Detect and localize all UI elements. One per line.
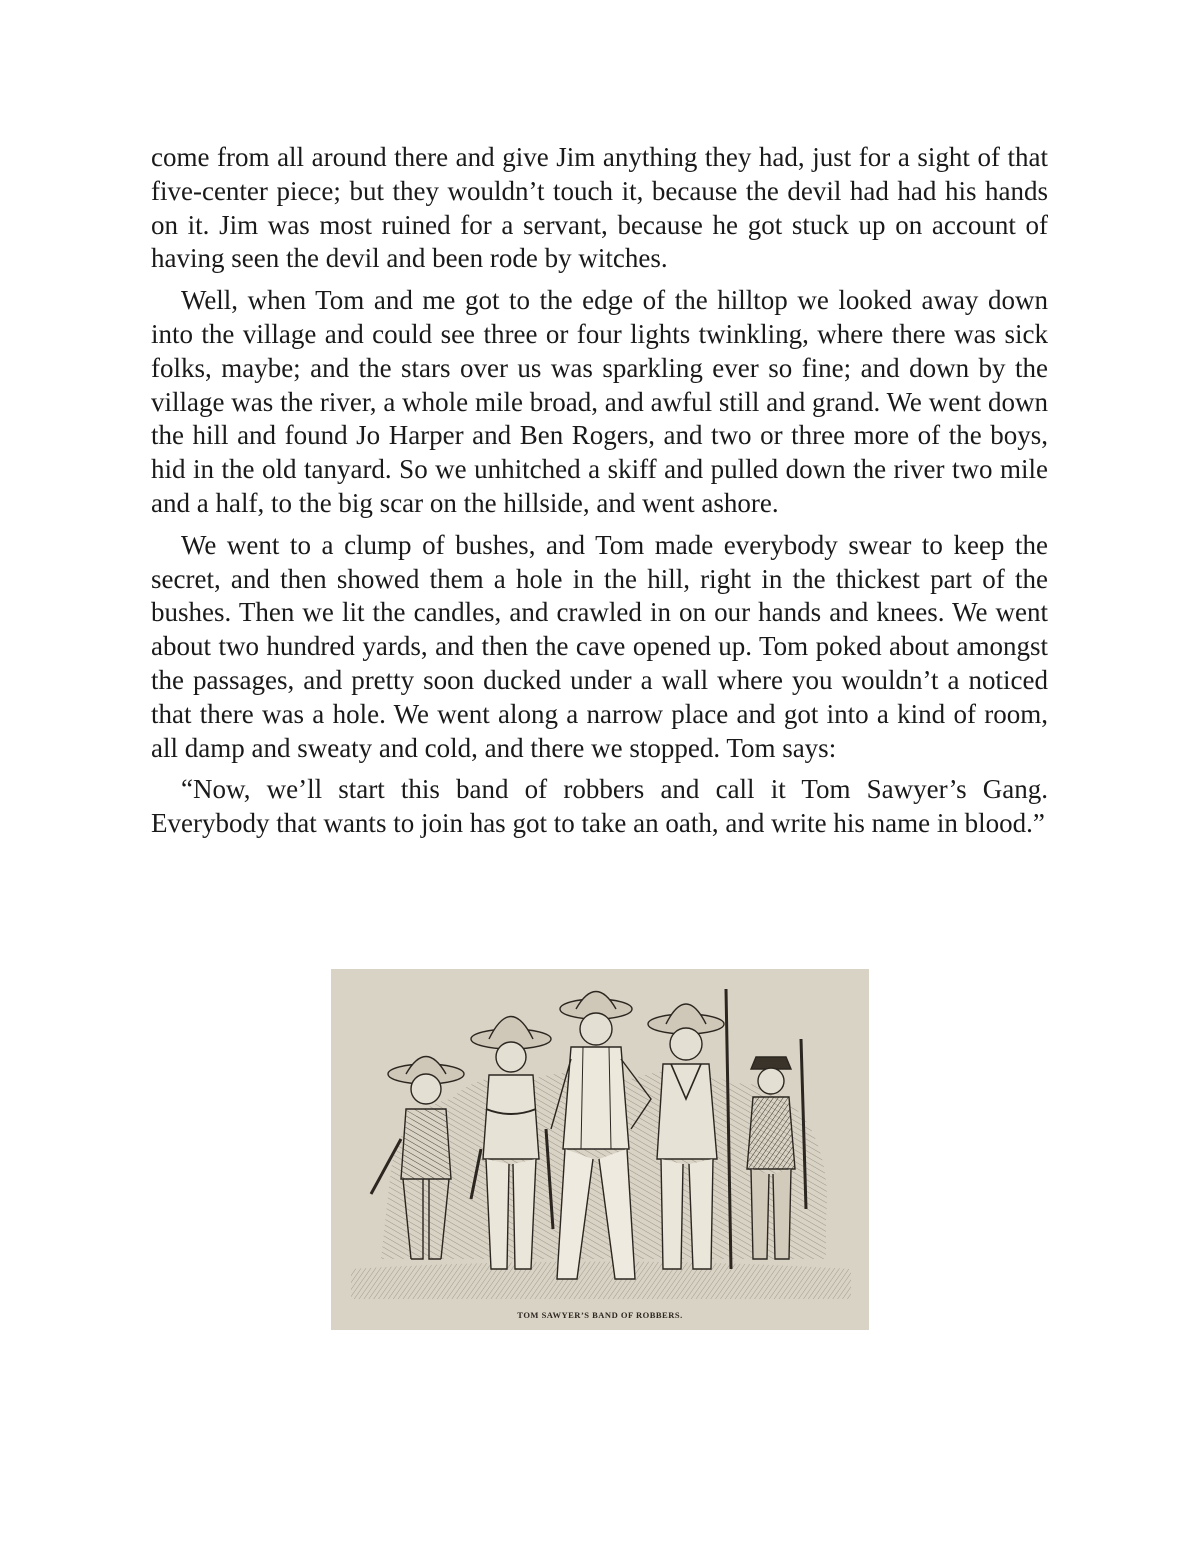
paragraph-3: We went to a clump of bushes, and Tom made everybody swear to keep the secret, and then showed them a hole in the hill, right in the thickest part of the bushes. Then we lit the candles, and crawled in on our hands and knees. We went about two hundred yards, and then the cave opened up. Tom poked about amongst the passages, and pretty soon ducked under a wall where you wouldn’t a noticed that there was a hole. We went along a narrow place and got into a kind of room, all damp and sweaty and cold, and there we stopped. Tom says: (151, 529, 1048, 763)
illustration (331, 969, 869, 1330)
page-text (151, 141, 1048, 849)
paragraph-2: Well, when Tom and me got to the edge of the hilltop we looked away down into the village and could see three or four lights twinkling, where there was sick folks, maybe; and the stars over us was sparkling ever so fine; and down by the village was the river, a whole mile broad, and awful still and grand. We went down the hill and found Jo Harper and Ben Rogers, and two or three more of the boys, hid in the old tanyard. So we unhitched a skiff and pulled down the river two mile and a half, to the big scar on the hillside, and went ashore. (151, 285, 1048, 518)
paragraph-1: come from all around there and give Jim anything they had, just for a sight of that five-center piece; but they wouldn’t touch it, because the devil had had his hands on it. Jim was most ruined for a servant, because he got stuck up on account of having seen the devil and been rode by witches. (151, 142, 1048, 274)
engraving-five-boys-icon (331, 969, 869, 1330)
illustration-caption: TOM SAWYER’S BAND OF ROBBERS. (517, 1310, 683, 1320)
paragraph-4: “Now, we’ll start this band of robbers and call it Tom Sawyer’s Gang. Everybody that wants to join has got to take an oath, and write his name in blood.” (151, 774, 1048, 839)
